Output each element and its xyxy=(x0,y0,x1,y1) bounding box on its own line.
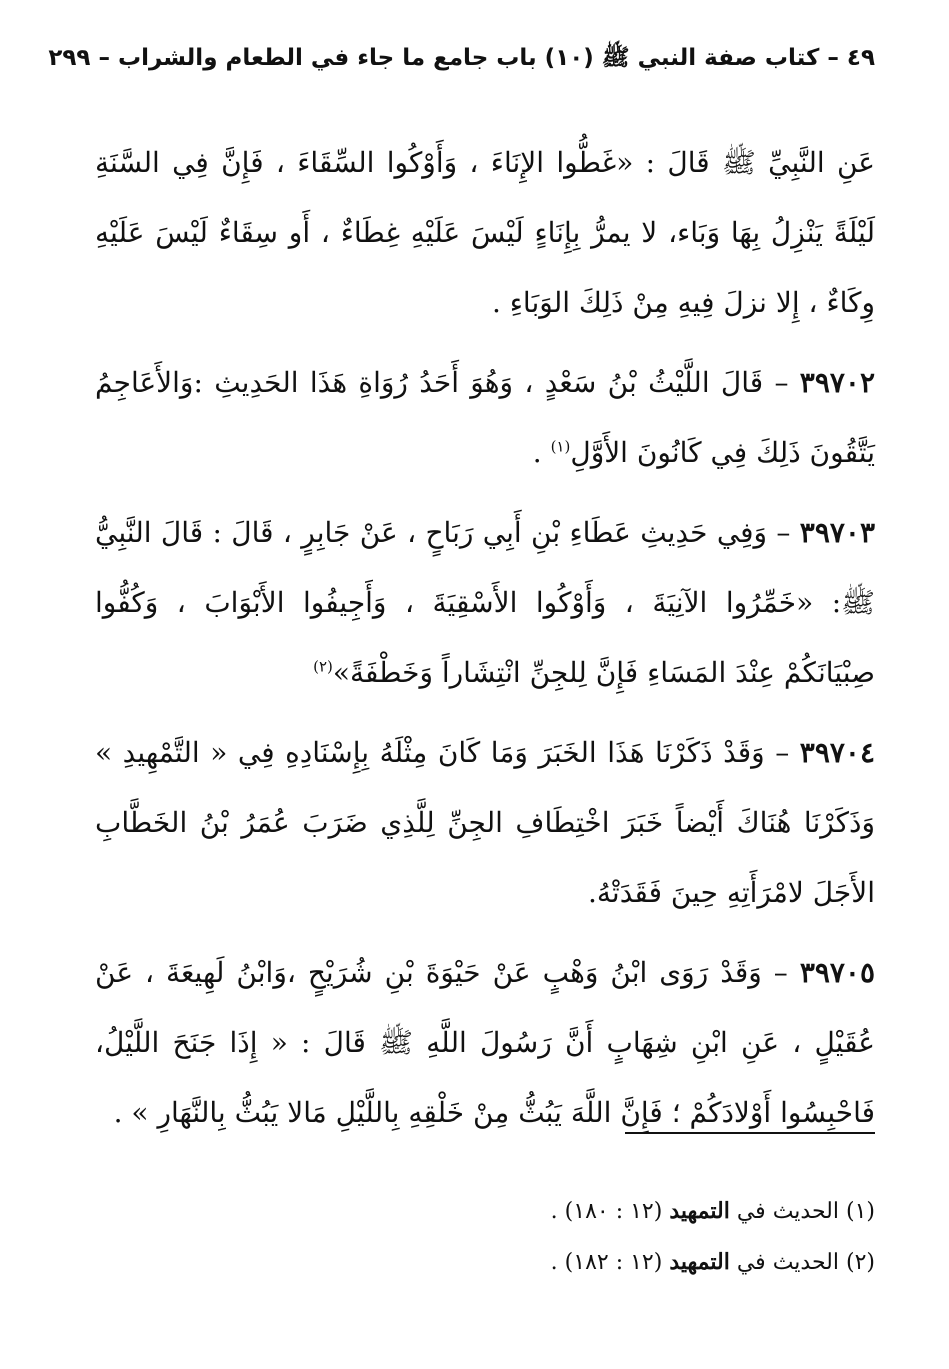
paragraph-text: – وَقَدْ ذَكَرْنَا هَذَا الخَبَرَ وَمَا كَانَ مِثْلَهُ بِإِسْنَادِهِ فِي « التَّمْهِيدِ » وَذَكَرْنَا هُنَاكَ أَيْضاً خَبَرَ اخْتِطَافِ الجِنِّ لِلَّذِي ضَرَبَ عُمَرُ بْنُ الخَطَّابِ الأَجَلَ لامْرَأَتِهِ حِينَ فَقَدَتْهُ. xyxy=(95,736,875,909)
paragraph-text: عَنِ النَّبِيِّ ﷺ قَالَ : «غَطُّوا الإِنَاءَ ، وَأَوْكُوا السِّقَاءَ ، فَإِنَّ فِي السَّنَةِ لَيْلَةً يَنْزِلُ بِهَا وَبَاء، لا يمرُّ بِإِنَاءٍ لَيْسَ عَلَيْهِ غِطَاءٌ ، أَو سِقَاءٌ لَيْسَ عَلَيْهِ وِكَاءٌ ، إِلا نزلَ فِيهِ مِنْ ذَلِكَ الوَبَاءِ . xyxy=(95,146,876,319)
paragraph xyxy=(95,718,875,928)
paragraph xyxy=(95,938,875,1148)
hadith-number: ٣٩٧٠٢ xyxy=(799,366,875,399)
header-title: ٤٩ – كتاب صفة النبي ﷺ (١٠) باب جامع ما جاء في الطعام والشراب – ٢٩٩ xyxy=(48,45,875,71)
footnote-marker: (١) xyxy=(845,1199,875,1224)
paragraph-tail: . xyxy=(532,436,551,469)
footnote-label: الحديث في xyxy=(736,1199,839,1224)
footnote-ref: (١٢ : ١٨٠) . xyxy=(550,1199,663,1224)
footnote xyxy=(95,1237,875,1288)
main-text xyxy=(95,128,875,1148)
footnote-separator xyxy=(625,1132,875,1134)
paragraph xyxy=(95,128,875,338)
hadith-number: ٣٩٧٠٣ xyxy=(799,516,875,549)
paragraph-text: – وَقَدْ رَوَى ابْنُ وَهْبٍ عَنْ حَيْوَةَ بْنِ شُرَيْحٍ ،وَابْنُ لَهِيعَةَ ، عَنْ عُقَيْلٍ ، عَنِ ابْنِ شِهَابٍ أَنَّ رَسُولَ اللَّهِ ﷺ قَالَ : « إِذَا جَنَحَ اللَّيْلُ، فَاحْبِسُوا أَوْلادَكُمْ ؛ فَإِنَّ اللَّهَ يَبُثُّ مِنْ خَلْقِهِ بِاللَّيْلِ مَالا يَبُثُّ بِالنَّهَارِ » . xyxy=(95,956,875,1129)
paragraph-text: – وَفِي حَدِيثِ عَطَاءِ بْنِ أَبِي رَبَاحٍ ، عَنْ جَابِرٍ ، قَالَ : قَالَ النَّبِيُّ ﷺ: «خَمِّرُوا الآنِيَةَ ، وَأَوْكُوا الأَسْقِيَةَ ، وَأَجِيفُوا الأَبْوَابَ ، وَكُفُّوا صِبْيَانَكُمْ عِنْدَ المَسَاءِ فَإِنَّ لِلجِنِّ انْتِشَاراً وَخَطْفَةً» xyxy=(95,516,875,689)
footnote-source: التمهيد xyxy=(669,1249,730,1275)
footnote-reference[interactable]: (٢) xyxy=(313,657,333,676)
running-header xyxy=(48,40,875,80)
footnotes xyxy=(95,1186,875,1288)
footnote-label: الحديث في xyxy=(736,1250,839,1275)
paragraph xyxy=(95,348,875,488)
paragraph-text: – قَالَ اللَّيْثُ بْنُ سَعْدٍ ، وَهُوَ أَحَدُ رُوَاةِ هَذَا الحَدِيثِ :وَالأَعَاجِمُ يَتَّقُونَ ذَلِكَ فِي كَانُونَ الأَوَّلِ xyxy=(95,366,875,469)
footnote-reference[interactable]: (١) xyxy=(550,437,571,456)
hadith-number: ٣٩٧٠٤ xyxy=(799,736,875,769)
footnote-source: التمهيد xyxy=(669,1198,730,1224)
hadith-number: ٣٩٧٠٥ xyxy=(799,956,876,989)
paragraph xyxy=(95,498,875,708)
footnote xyxy=(95,1186,875,1237)
footnote-ref: (١٢ : ١٨٢) . xyxy=(550,1250,663,1275)
footnote-marker: (٢) xyxy=(845,1250,875,1275)
